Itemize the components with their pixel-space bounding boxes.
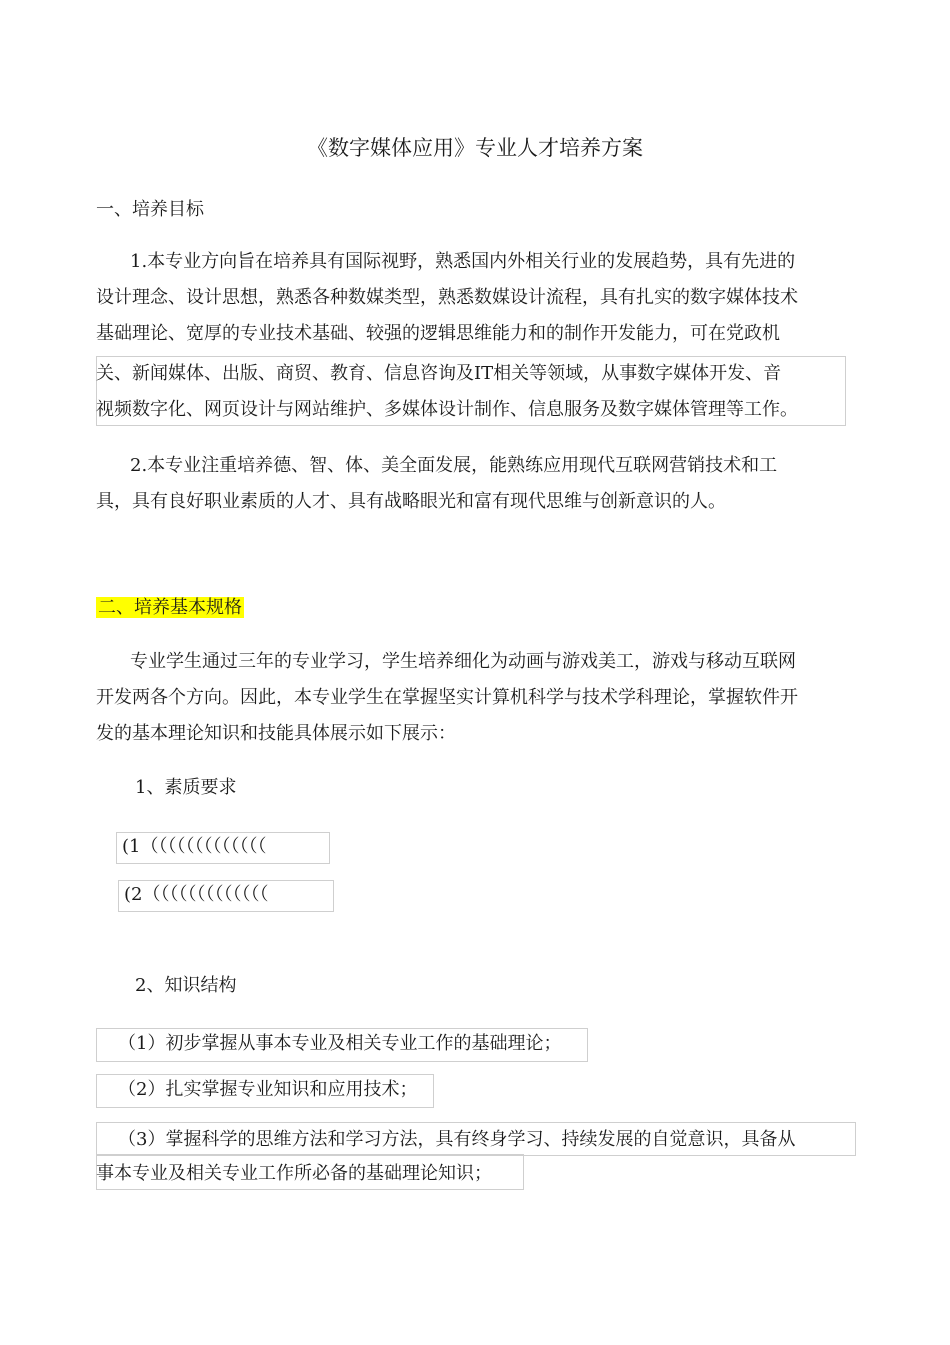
item-text: 事本专业及相关专业工作所必备的基础理论知识； — [96, 1163, 492, 1184]
section-heading-specs — [96, 596, 244, 620]
item-text: （2）扎实掌握专业知识和应用技术； — [118, 1079, 418, 1100]
subheading-quality: 1、素质要求 — [135, 777, 237, 798]
page-title: 《数字媒体应用》专业人才培养方案 — [307, 136, 643, 160]
paragraph-line: 设计理念、设计思想，熟悉各种数媒类型，熟悉数媒设计流程，具有扎实的数字媒体技术 — [96, 287, 798, 308]
item-text: (1（（（（（（（（（（（（（ — [122, 836, 267, 857]
item-text: （1）初步掌握从事本专业及相关专业工作的基础理论； — [118, 1033, 562, 1054]
paragraph-line: 开发两各个方向。因此，本专业学生在掌握坚实计算机科学与技术学科理论，掌握软件开 — [96, 687, 798, 708]
paragraph-line: 2.本专业注重培养德、智、体、美全面发展，能熟练应用现代互联网营销技术和工 — [130, 455, 778, 476]
paragraph-line: 发的基本理论知识和技能具体展示如下展示： — [96, 723, 456, 744]
item-text: （3）掌握科学的思维方法和学习方法，具有终身学习、持续发展的自觉意识，具备从 — [118, 1129, 796, 1150]
subheading-knowledge: 2、知识结构 — [135, 975, 237, 996]
paragraph-line: 具，具有良好职业素质的人才、具有战略眼光和富有现代思维与创新意识的人。 — [96, 491, 726, 512]
section-heading-goals: 一、培养目标 — [96, 199, 204, 220]
highlighted-heading: 二、培养基本规格 — [98, 597, 242, 618]
paragraph-line: 关、新闻媒体、出版、商贸、教育、信息咨询及IT相关等领域，从事数字媒体开发、音 — [96, 363, 782, 384]
item-text: (2（（（（（（（（（（（（（ — [124, 884, 269, 905]
paragraph-line: 视频数字化、网页设计与网站维护、多媒体设计制作、信息服务及数字媒体管理等工作。 — [96, 399, 798, 420]
paragraph-line: 1.本专业方向旨在培养具有国际视野，熟悉国内外相关行业的发展趋势，具有先进的 — [130, 251, 796, 272]
paragraph-line: 专业学生通过三年的专业学习，学生培养细化为动画与游戏美工，游戏与移动互联网 — [130, 651, 796, 672]
paragraph-line: 基础理论、宽厚的专业技术基础、较强的逻辑思维能力和的制作开发能力，可在党政机 — [96, 323, 780, 344]
